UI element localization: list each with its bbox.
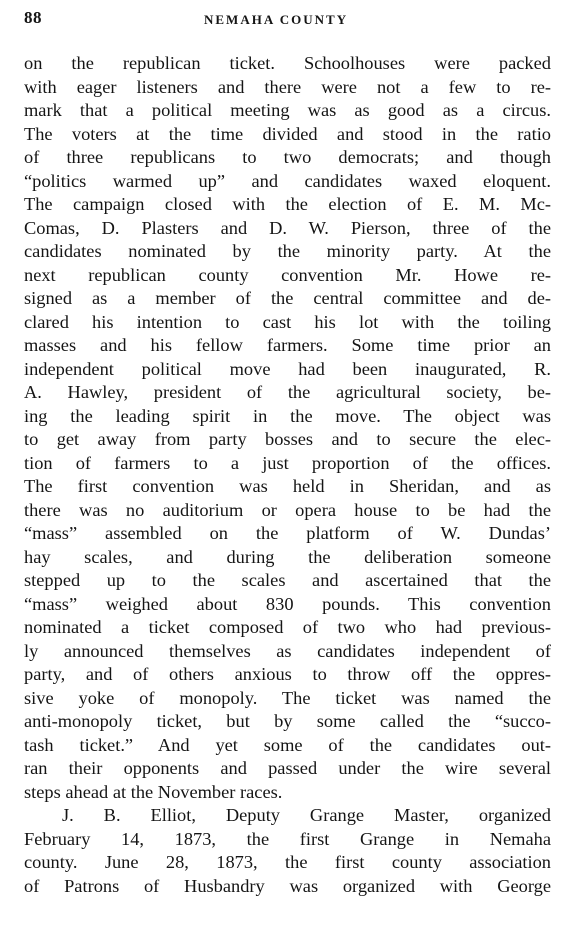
text-line: independent political move had been inaugurated, R.	[24, 358, 551, 379]
text-line: “mass” weighed about 830 pounds. This convention	[24, 593, 551, 614]
text-line: The first convention was held in Sheridan, and as	[24, 476, 551, 496]
text-line: “mass” assembled on the platform of W. Dundas’	[24, 523, 551, 543]
text-line: county. June 28, 1873, the first county association	[24, 852, 551, 872]
text-line: anti-monopoly ticket, but by some called the “succo-	[24, 711, 551, 731]
text-line: to get away from party bosses and to secure the elec-	[24, 429, 551, 449]
text-line: nominated a ticket composed of two who had previous-	[24, 617, 551, 637]
text-line: of Patrons of Husbandry was organized with George	[24, 875, 551, 896]
text-line: with eager listeners and there were not a few to re-	[24, 76, 551, 97]
text-line: February 14, 1873, the first Grange in Nemaha	[24, 828, 551, 849]
running-head: NEMAHA COUNTY	[204, 12, 349, 27]
text-line: The campaign closed with the election of E. M. Mc-	[24, 194, 551, 214]
text-line: on the republican ticket. Schoolhouses were packed	[24, 53, 551, 73]
text-line: “politics warmed up” and candidates waxed eloquent.	[24, 170, 551, 191]
text-line: tion of farmers to a just proportion of the offices.	[24, 452, 551, 473]
text-line: The voters at the time divided and stood in the ratio	[24, 123, 551, 144]
text-line: candidates nominated by the minority party. At the	[24, 241, 551, 261]
text-line: tash ticket.” And yet some of the candidates out-	[24, 734, 551, 755]
paragraph-last-line: steps ahead at the November races.	[24, 781, 283, 802]
text-line: there was no auditorium or opera house to be had the	[24, 499, 551, 520]
text-line: ly announced themselves as candidates independent of	[24, 640, 551, 661]
text-line: sive yoke of monopoly. The ticket was named the	[24, 687, 551, 708]
text-line: party, and of others anxious to throw off the oppres-	[24, 664, 551, 684]
text-line: masses and his fellow farmers. Some time prior an	[24, 335, 551, 355]
text-line: Comas, D. Plasters and D. W. Pierson, three of the	[24, 217, 551, 238]
text-line: of three republicans to two democrats; and though	[24, 147, 551, 167]
text-line: mark that a political meeting was as good as a circus.	[24, 100, 551, 120]
text-line: stepped up to the scales and ascertained that the	[24, 570, 551, 590]
text-line: clared his intention to cast his lot with the toiling	[24, 311, 551, 332]
body-text	[24, 52, 551, 898]
paragraph-first-line: J. B. Elliot, Deputy Grange Master, organized	[62, 805, 551, 825]
text-line: A. Hawley, president of the agricultural society, be-	[24, 382, 551, 402]
page-number: 88	[24, 8, 42, 27]
text-line: signed as a member of the central committee and de-	[24, 288, 551, 308]
text-line: ing the leading spirit in the move. The object was	[24, 405, 551, 426]
text-line: next republican county convention Mr. Howe re-	[24, 264, 551, 285]
page-header	[24, 8, 551, 32]
text-line: ran their opponents and passed under the wire several	[24, 758, 551, 778]
text-line: hay scales, and during the deliberation someone	[24, 546, 551, 567]
